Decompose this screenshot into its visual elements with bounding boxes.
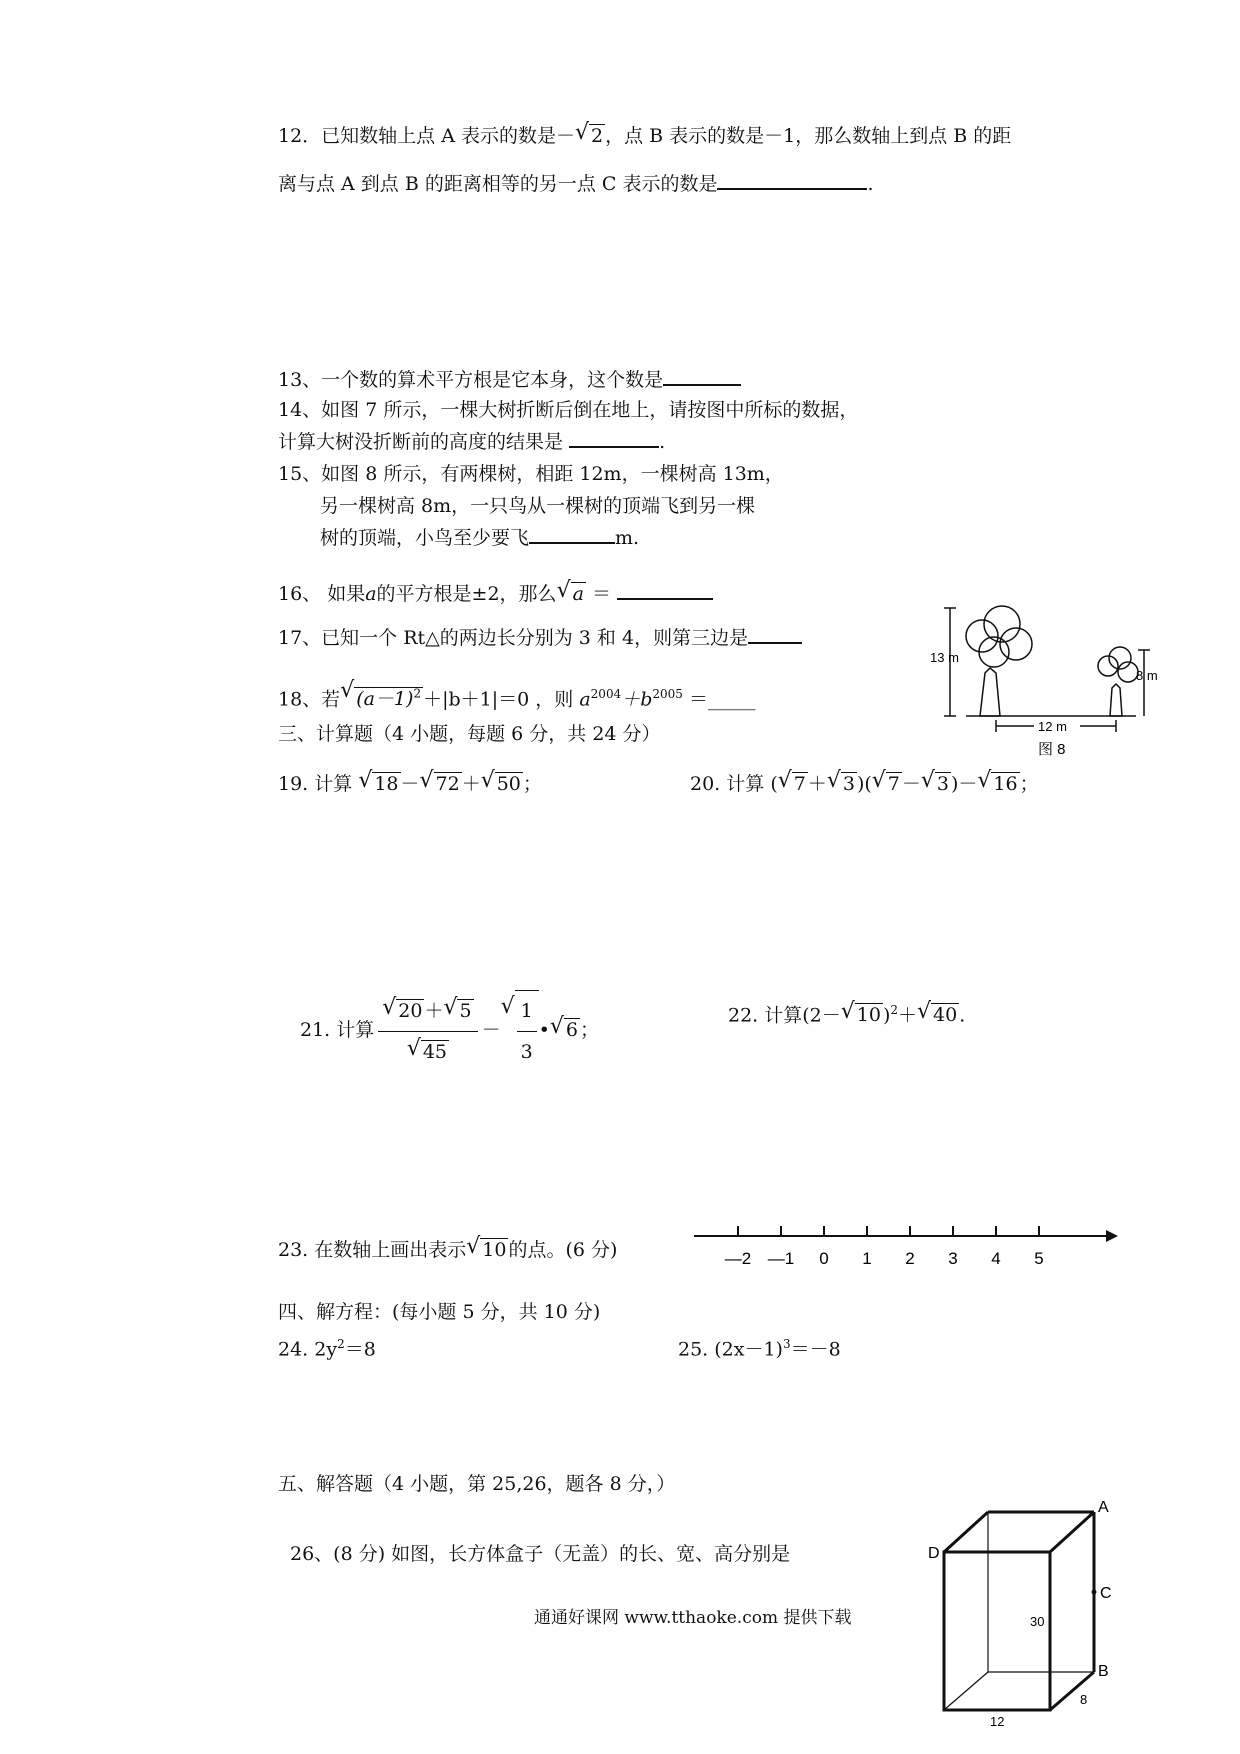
box-length-label: 12 <box>990 1714 1005 1729</box>
section5-heading: 五、解答题（4 小题，第 25,26，题各 8 分，） <box>278 1473 676 1495</box>
q20: 20. 计算 (√ 7 ＋√ 3 )(√ 7 －√ 3 )－√ 16 ； <box>690 770 1039 798</box>
q14-answer-blank[interactable] <box>569 428 659 448</box>
number-line-label: 3 <box>948 1249 958 1268</box>
section3-heading: 三、计算题（4 小题，每题 6 分，共 24 分） <box>278 723 661 745</box>
q23: 23. 在数轴上画出表示√ 10 的点。(6 分) <box>278 1236 617 1264</box>
q21: 21. 计算 √ 20 ＋√ 5 √ 45 － √ $\frac{1}{3}$ •√ 6 ； <box>300 990 599 1072</box>
number-line-label: —1 <box>767 1249 795 1268</box>
q25: 25. $(2x-1)^3=-8$ <box>678 1337 841 1361</box>
q12-radical: √ 2 <box>575 122 605 150</box>
figure-8-trees <box>930 598 1180 763</box>
footer: 通通好课网 www.tthaoke.com 提供下载 <box>534 1608 852 1628</box>
q18-radical: √ $(a-1)^2$ <box>340 680 423 713</box>
number-line-label: 2 <box>905 1249 915 1268</box>
fig8-h1-label: 13 m <box>930 650 959 665</box>
box-label-a: A <box>1098 1500 1109 1516</box>
q18: 18、若√ $(a-1)^2 +|b+1|=0$ ，则 $a^{2004}+b^{2005}$ ＝_____ <box>278 680 756 713</box>
q12-line2: 离与点 A 到点 B 的距离相等的另一点 C 表示的数是 . <box>278 170 874 198</box>
number-line-label: 4 <box>991 1249 1001 1268</box>
q24: 24. $2y^2=8$ <box>278 1337 376 1361</box>
fig8-dist-label: 12 m <box>1038 719 1067 734</box>
big-tree-icon <box>966 606 1032 716</box>
q26: 26、(8 分) 如图，长方体盒子（无盖）的长、宽、高分别是 <box>290 1543 791 1565</box>
q15-line1: 15、如图 8 所示，有两棵树，相距 12m，一棵树高 13m， <box>278 463 784 485</box>
q22: 22. 计算(2－√ 10 )$^2$＋√ 40 . <box>728 996 965 1029</box>
q12-answer-blank[interactable] <box>717 170 867 190</box>
q21-fraction: √ 20 ＋√ 5 √ 45 <box>378 991 477 1072</box>
number-line-label: 1 <box>862 1249 872 1268</box>
q13: 13、一个数的算术平方根是它本身，这个数是 <box>278 366 741 394</box>
number-line-label: 0 <box>819 1249 829 1268</box>
fig8-caption: 图 8 <box>1038 741 1066 758</box>
box-label-c: C <box>1100 1585 1112 1602</box>
box-figure <box>926 1500 1126 1730</box>
box-width-label: 8 <box>1080 1692 1088 1707</box>
q12-line1: 12．已知数轴上点 A 表示的数是－√ 2 ，点 B 表示的数是－1，那么数轴上到点 B 的距 <box>278 122 1011 150</box>
q15-line2: 另一棵树高 8m，一只鸟从一棵树的顶端飞到另一棵 <box>320 495 756 517</box>
small-tree-icon <box>1098 647 1138 716</box>
q15-line3: 树的顶端，小鸟至少要飞 m. <box>320 524 639 552</box>
box-label-b: B <box>1098 1663 1109 1680</box>
q16: 16、 如果a的平方根是±2，那么√ a ＝ <box>278 580 713 608</box>
q17-answer-blank[interactable] <box>748 624 802 644</box>
box-label-d: D <box>928 1545 940 1562</box>
q14-line2: 计算大树没折断前的高度的结果是 . <box>278 428 665 456</box>
q16-radical: √ a <box>557 580 586 608</box>
q14-line1: 14、如图 7 所示，一棵大树折断后倒在地上，请按图中所标的数据， <box>278 399 859 421</box>
number-line-label: —2 <box>724 1249 752 1268</box>
fig8-h2-label: 8 m <box>1136 668 1158 683</box>
q19: 19. 计算 √ 18 －√ 72 ＋√ 50 ； <box>278 770 542 798</box>
q16-answer-blank[interactable] <box>617 580 713 600</box>
section4-heading: 四、解方程：(每小题 5 分，共 10 分) <box>278 1301 601 1323</box>
number-line[interactable] <box>690 1208 1120 1278</box>
q17: 17、已知一个 Rt△的两边长分别为 3 和 4，则第三边是 <box>278 624 802 652</box>
q13-answer-blank[interactable] <box>663 366 741 386</box>
box-height-label: 30 <box>1030 1614 1045 1629</box>
q15-answer-blank[interactable] <box>529 524 615 544</box>
number-line-label: 5 <box>1034 1249 1044 1268</box>
